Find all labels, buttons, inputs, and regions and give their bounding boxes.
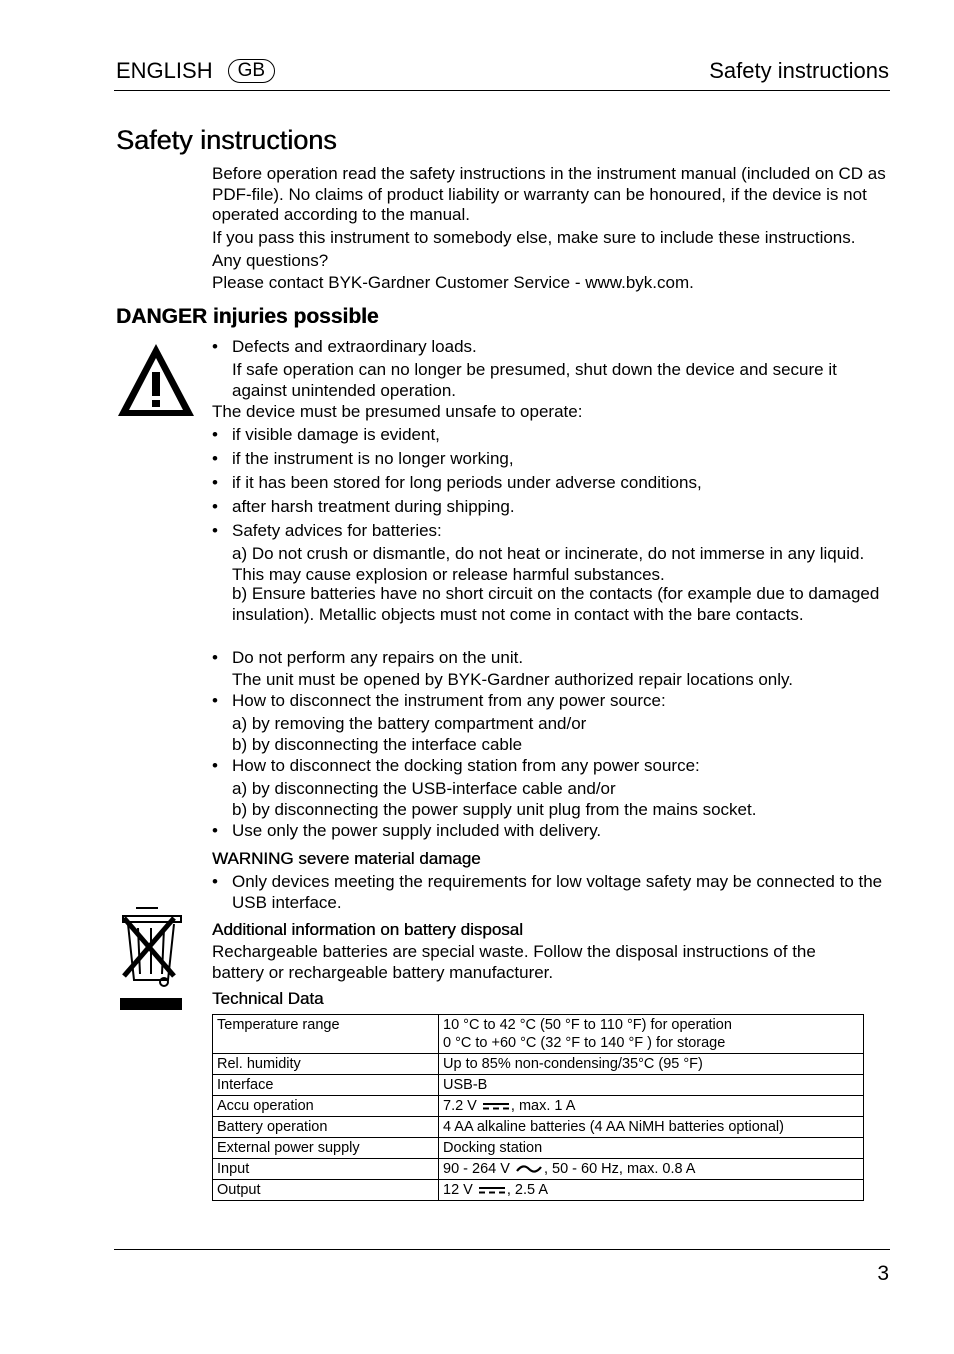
danger-item-power-supply: Use only the power supply included with delivery.	[232, 821, 602, 840]
language-label: ENGLISH	[116, 58, 213, 83]
dc-symbol-icon	[479, 1186, 505, 1194]
table-row	[213, 1054, 864, 1075]
table-cell-label: Input	[213, 1159, 439, 1180]
disposal-heading: Additional information on battery disposal	[212, 920, 523, 939]
ac-symbol-icon	[516, 1163, 542, 1175]
table-row	[213, 1180, 864, 1201]
danger-item-disconnect-instrument-a: a) by removing the battery compartment and/or	[232, 714, 587, 733]
technical-data-heading: Technical Data	[212, 989, 324, 1008]
value-rest: , max. 1 A	[510, 1098, 576, 1114]
table-cell-value	[439, 1015, 864, 1054]
header-section-title: Safety instructions	[709, 58, 889, 83]
danger-item-repairs: Do not perform any repairs on the unit.	[232, 648, 524, 667]
table-cell-value	[439, 1096, 864, 1117]
temperature-storage: 0 °C to +60 °C (32 °F to 140 °F ) for storage	[443, 1035, 726, 1051]
intro-paragraph-4: Please contact BYK-Gardner Customer Service - www.byk.com.	[212, 273, 694, 292]
table-row	[213, 1159, 864, 1180]
header-language	[116, 58, 275, 84]
danger-item-disconnect-instrument: How to disconnect the instrument from any power source:	[232, 691, 666, 710]
temperature-operation: 10 °C to 42 °C (50 °F to 110 °F) for operation	[443, 1017, 732, 1033]
danger-item-batteries: Safety advices for batteries:	[232, 521, 442, 540]
danger-item-stored: if it has been stored for long periods under adverse conditions,	[232, 473, 702, 492]
table-cell-label: Accu operation	[213, 1096, 439, 1117]
bullet: •	[212, 449, 218, 468]
table-row	[213, 1015, 864, 1054]
country-badge: GB	[228, 59, 275, 83]
table-cell-value: 4 AA alkaline batteries (4 AA NiMH batteries optional)	[439, 1117, 864, 1138]
danger-item-visible-damage: if visible damage is evident,	[232, 425, 440, 444]
table-row	[213, 1117, 864, 1138]
footer-rule	[114, 1249, 890, 1250]
danger-item-shipping: after harsh treatment during shipping.	[232, 497, 515, 516]
table-cell-label: Rel. humidity	[213, 1054, 439, 1075]
danger-item-disconnect-instrument-b: b) by disconnecting the interface cable	[232, 735, 523, 754]
intro-paragraph-1: Before operation read the safety instructions in the instrument manual (included on CD as PDF-file). No claims of product liability or warranty can be honoured, if the device is not operated according to the manual.	[212, 164, 886, 224]
table-row	[213, 1138, 864, 1159]
danger-item-defects: Defects and extraordinary loads.	[232, 337, 477, 356]
table-cell-label: External power supply	[213, 1138, 439, 1159]
bullet: •	[212, 337, 218, 356]
danger-item-batteries-b: b) Ensure batteries have no short circuit on the contacts (for example due to damaged insulation). Metallic objects must not come in contact with the bare contacts.	[232, 584, 880, 624]
table-cell-value: Docking station	[439, 1138, 864, 1159]
page-number: 3	[877, 1262, 889, 1285]
table-cell-label: Interface	[213, 1075, 439, 1096]
danger-presumed-unsafe: The device must be presumed unsafe to operate:	[212, 402, 583, 421]
bullet: •	[212, 521, 218, 540]
value-voltage: 12 V	[443, 1182, 473, 1198]
bullet: •	[212, 497, 218, 516]
bullet: •	[212, 821, 218, 840]
intro-paragraph-2: If you pass this instrument to somebody else, make sure to include these instructions.	[212, 228, 856, 247]
warning-item-usb: Only devices meeting the requirements for low voltage safety may be connected to the USB interface.	[232, 872, 883, 912]
warning-heading: WARNING severe material damage	[212, 849, 481, 868]
table-cell-label: Output	[213, 1180, 439, 1201]
value-voltage: 90 - 264 V	[443, 1161, 510, 1177]
technical-data-table	[212, 1014, 864, 1201]
danger-item-defects-note: If safe operation can no longer be presumed, shut down the device and secure it against unintended operation.	[232, 360, 837, 400]
table-cell-label: Temperature range	[213, 1015, 439, 1054]
danger-item-batteries-a: a) Do not crush or dismantle, do not heat or incinerate, do not immerse in any liquid. This may cause explosion or release harmful substances.	[232, 544, 865, 584]
danger-heading: DANGER injuries possible	[116, 305, 379, 328]
crossed-out-wheelie-bin-icon	[118, 906, 184, 1012]
danger-item-repairs-note: The unit must be opened by BYK-Gardner authorized repair locations only.	[232, 670, 793, 689]
dc-symbol-icon	[483, 1102, 509, 1110]
bullet: •	[212, 691, 218, 710]
table-cell-label: Battery operation	[213, 1117, 439, 1138]
bullet: •	[212, 473, 218, 492]
table-cell-value	[439, 1180, 864, 1201]
disposal-text: Rechargeable batteries are special waste. Follow the disposal instructions of the battery or rechargeable battery manufacturer.	[212, 942, 816, 982]
value-voltage: 7.2 V	[443, 1098, 477, 1114]
danger-item-disconnect-docking: How to disconnect the docking station from any power source:	[232, 756, 700, 775]
intro-paragraph-3: Any questions?	[212, 251, 329, 270]
table-cell-value	[439, 1159, 864, 1180]
header-rule	[114, 90, 890, 91]
table-cell-value: Up to 85% non-condensing/35°C (95 °F)	[439, 1054, 864, 1075]
bullet: •	[212, 648, 218, 667]
value-rest: , 2.5 A	[506, 1182, 548, 1198]
table-row	[213, 1096, 864, 1117]
bullet: •	[212, 425, 218, 444]
bullet: •	[212, 756, 218, 775]
value-rest: , 50 - 60 Hz, max. 0.8 A	[543, 1161, 696, 1177]
table-row	[213, 1075, 864, 1096]
danger-item-disconnect-docking-a: a) by disconnecting the USB-interface cable and/or	[232, 779, 616, 798]
danger-item-disconnect-docking-b: b) by disconnecting the power supply unit plug from the mains socket.	[232, 800, 757, 819]
page-title: Safety instructions	[116, 125, 337, 155]
bullet: •	[212, 872, 218, 891]
warning-triangle-icon	[116, 342, 196, 418]
table-cell-value: USB-B	[439, 1075, 864, 1096]
danger-item-not-working: if the instrument is no longer working,	[232, 449, 514, 468]
